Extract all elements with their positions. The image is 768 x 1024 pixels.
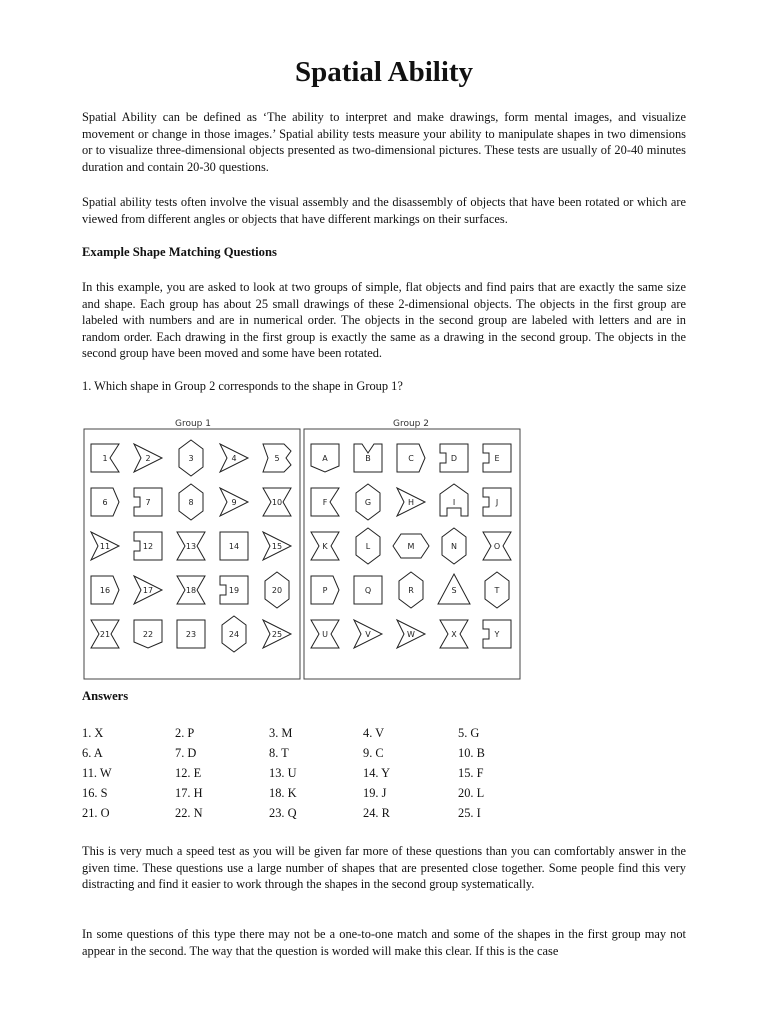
group1-label-15: 15 [271, 542, 283, 551]
group2-label-3: C [408, 454, 414, 463]
answer-1: 1. X [82, 726, 104, 740]
answer-2: 2. P [175, 726, 195, 740]
answer-8: 8. T [269, 746, 289, 760]
question-text: 1. Which shape in Group 2 corresponds to the shape in Group 1? [82, 379, 403, 393]
answer-14: 14. Y [363, 766, 391, 780]
group1-label-22: 22 [142, 630, 154, 639]
group2-label-11: K [322, 542, 328, 551]
group1-label-5: 5 [274, 454, 280, 463]
group1-title: Group 1 [175, 419, 211, 429]
group2-label-6: F [322, 498, 328, 507]
answer-22: 22. N [175, 806, 203, 820]
group1-label-12: 12 [142, 542, 154, 551]
answer-19: 19. J [363, 786, 387, 800]
answer-9: 9. C [363, 746, 384, 760]
group2-label-18: R [408, 586, 414, 595]
group2-label-17: Q [364, 586, 372, 595]
answer-5: 5. G [458, 726, 480, 740]
group1-label-23: 23 [185, 630, 197, 639]
speed-paragraph: This is very much a speed test as you will be given far more of these questions than you can comfortably answer in the given time. These questions use a large number of shapes that are presented close together. Some people find this very distracting and find it easier to work through the shapes in the second group systematically. [82, 844, 686, 892]
group1-label-10: 10 [271, 498, 283, 507]
group2-label-22: V [365, 630, 371, 639]
group1-label-8: 8 [188, 498, 194, 507]
group2-label-24: X [451, 630, 457, 639]
group1-label-14: 14 [228, 542, 240, 551]
group2-label-20: T [494, 586, 500, 595]
example-heading: Example Shape Matching Questions [82, 245, 277, 259]
group2-label-14: N [451, 542, 457, 551]
intro-paragraph: Spatial Ability can be defined as ‘The ability to interpret and make drawings, form mental images, and visualize movement or change in those images.’ Spatial ability tests measure your ability to manipulate shapes in two dimensions or to visualize three-dimensional objects presented as two-dimensional pictures. These tests are usually of 20-40 minutes duration and contain 20-30 questions. [82, 110, 686, 174]
group2-label-12: L [365, 542, 371, 551]
group1-label-24: 24 [228, 630, 240, 639]
last-paragraph: In some questions of this type there may not be a one-to-one match and some of the shapes in the first group may not appear in the second. The way that the question is worded will make this clear. If this is the case [82, 927, 686, 958]
group1-label-1: 1 [102, 454, 108, 463]
group1-label-16: 16 [99, 586, 111, 595]
answer-23: 23. Q [269, 806, 297, 820]
answer-15: 15. F [458, 766, 484, 780]
group1-label-9: 9 [231, 498, 237, 507]
group2-label-8: H [407, 498, 415, 507]
assembly-paragraph: Spatial ability tests often involve the visual assembly and the disassembly of objects that have been rotated or which are viewed from different angles or objects that have different markings on their surfaces. [82, 195, 686, 226]
answer-6: 6. A [82, 746, 103, 760]
group2-title: Group 2 [393, 419, 429, 429]
group1-label-3: 3 [188, 454, 194, 463]
answer-11: 11. W [82, 766, 112, 780]
answer-7: 7. D [175, 746, 197, 760]
shape-groups-svg [83, 415, 521, 680]
answer-24: 24. R [363, 806, 390, 820]
answer-17: 17. H [175, 786, 203, 800]
group1-label-17: 17 [142, 586, 154, 595]
answer-21: 21. O [82, 806, 110, 820]
answer-10: 10. B [458, 746, 485, 760]
group1-label-4: 4 [231, 454, 237, 463]
answer-25: 25. I [458, 806, 481, 820]
group2-frame [304, 429, 520, 679]
group1-label-2: 2 [145, 454, 151, 463]
answer-4: 4. V [363, 726, 385, 740]
group2-label-10: J [495, 498, 499, 507]
group2-label-9: I [452, 498, 456, 507]
group1-label-18: 18 [185, 586, 197, 595]
group2-label-16: P [322, 586, 328, 595]
group2-label-1: A [322, 454, 328, 463]
group1-label-6: 6 [102, 498, 108, 507]
group2-label-5: E [494, 454, 500, 463]
answer-3: 3. M [269, 726, 293, 740]
answer-12: 12. E [175, 766, 202, 780]
group2-label-4: D [450, 454, 458, 463]
example-paragraph: In this example, you are asked to look at two groups of simple, flat objects and find pairs that are exactly the same size and shape. Each group has about 25 small drawings of these 2-dimensional objects. The objects in the first group are labeled with numbers and are in numerical order. The objects in the second group are labeled with letters and are in random order. Each drawing in the first group is exactly the same as a drawing in the second group. The objects in the second group have been moved and some have been rotated. [82, 280, 686, 361]
group1-label-7: 7 [145, 498, 151, 507]
answer-18: 18. K [269, 786, 297, 800]
answer-16: 16. S [82, 786, 108, 800]
group2-label-19: S [451, 586, 457, 595]
group2-label-25: Y [494, 630, 500, 639]
group1-label-11: 11 [99, 542, 111, 551]
group2-label-7: G [364, 498, 372, 507]
group1-label-25: 25 [271, 630, 283, 639]
group2-label-2: B [365, 454, 371, 463]
group1-label-20: 20 [271, 586, 283, 595]
shape-groups-figure [83, 415, 521, 680]
group2-label-15: O [493, 542, 501, 551]
page-title: Spatial Ability [294, 56, 474, 88]
group1-label-19: 19 [228, 586, 240, 595]
group1-frame [84, 429, 300, 679]
group2-label-21: U [322, 630, 328, 639]
group1-label-21: 21 [99, 630, 111, 639]
answers-heading: Answers [82, 689, 129, 703]
group2-label-13: M [407, 542, 415, 551]
answer-20: 20. L [458, 786, 485, 800]
answer-13: 13. U [269, 766, 297, 780]
group2-label-23: W [407, 630, 415, 639]
group1-label-13: 13 [185, 542, 197, 551]
